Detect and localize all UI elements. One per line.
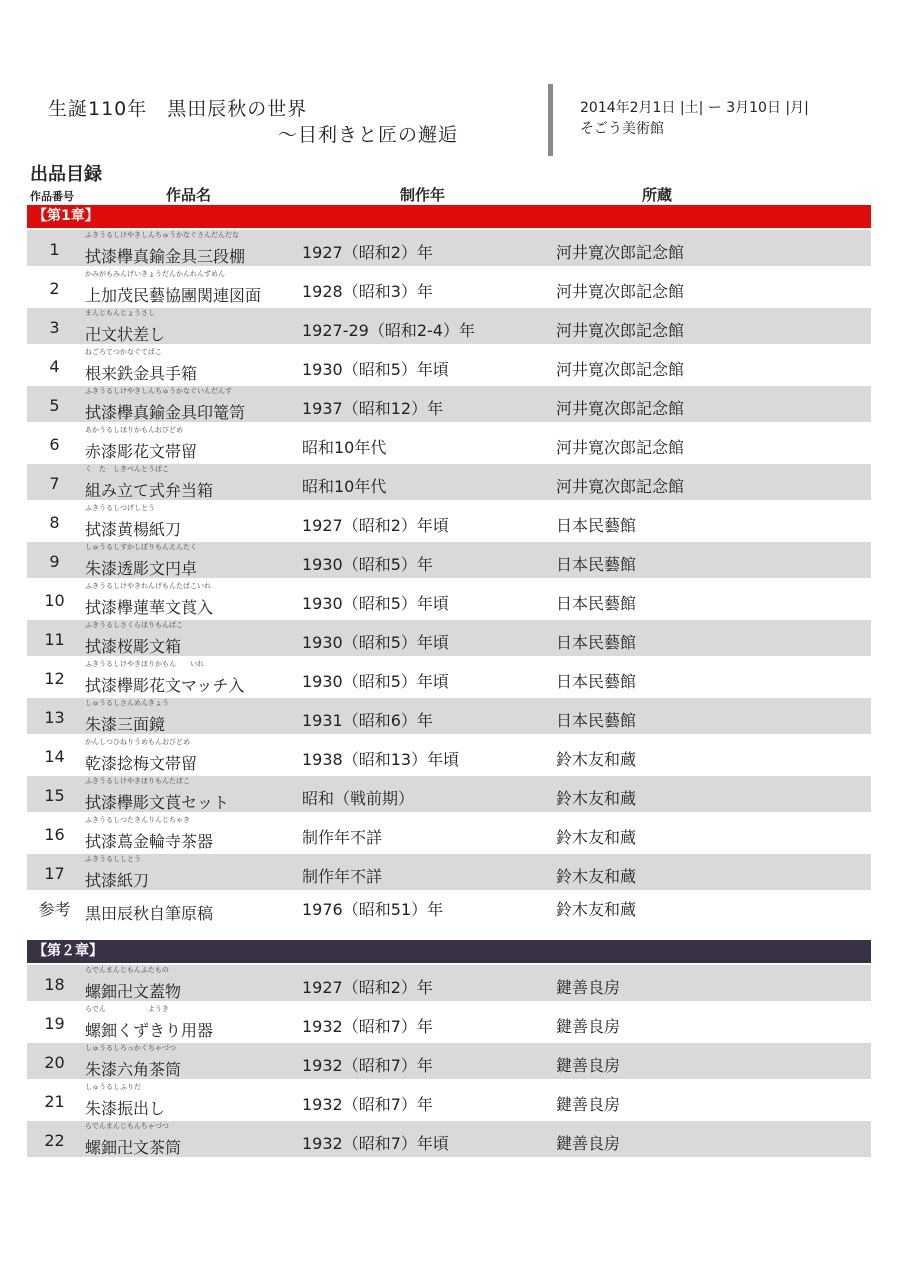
item-owner: 鍵善良房 — [556, 978, 621, 997]
item-year: 1932（昭和7）年 — [302, 1056, 433, 1075]
item-year: 1927-29（昭和2-4）年 — [302, 321, 475, 340]
item-number: 15 — [44, 786, 65, 805]
item-name: 拭漆欅真鍮金具印篭笥 — [85, 403, 246, 422]
column-header-number: 作品番号 — [30, 190, 74, 203]
table-row — [27, 386, 871, 422]
item-number: 20 — [44, 1053, 65, 1072]
item-reading: く た しきべんとうばこ — [85, 465, 169, 473]
table-row — [27, 815, 871, 851]
column-header-owner: 所蔵 — [642, 186, 673, 204]
item-owner: 日本民藝館 — [556, 555, 637, 574]
item-year: 1932（昭和7）年 — [302, 1017, 433, 1036]
item-number: 11 — [44, 630, 65, 649]
item-year: 1928（昭和3）年 — [302, 282, 433, 301]
item-year: 制作年不詳 — [302, 867, 383, 886]
item-owner: 河井寛次郎記念館 — [556, 282, 685, 301]
item-number: 7 — [49, 474, 60, 493]
table-row — [27, 542, 871, 578]
item-owner: 鈴木友和蔵 — [556, 750, 637, 769]
table-row — [27, 1082, 871, 1118]
table-row — [27, 230, 871, 266]
item-name: 拭漆欅真鍮金具三段棚 — [85, 247, 246, 266]
column-header-name: 作品名 — [166, 186, 212, 204]
item-name: 拭漆蔦金輪寺茶器 — [85, 832, 214, 851]
table-row — [27, 503, 871, 539]
item-name: 赤漆彫花文帯留 — [85, 442, 198, 461]
table-row — [27, 1004, 871, 1040]
item-name: 拭漆欅彫文莨セット — [85, 793, 230, 812]
item-year: 1930（昭和5）年頃 — [302, 672, 449, 691]
header-divider — [548, 84, 553, 156]
item-number: 21 — [44, 1092, 65, 1111]
table-row — [27, 659, 871, 695]
exhibition-subtitle: ～目利きと匠の邂逅 — [278, 124, 459, 146]
item-name: 卍文状差し — [85, 325, 166, 344]
item-name: 螺鈿卍文蓋物 — [85, 982, 182, 1001]
chapter-1-bar: 【第1章】 — [27, 205, 871, 228]
item-number: 6 — [49, 435, 60, 454]
item-year: 1930（昭和5）年頃 — [302, 633, 449, 652]
item-year: 1927（昭和2）年 — [302, 978, 433, 997]
item-reading: しゅうるしろっかくちゃづつ — [85, 1044, 176, 1052]
item-owner: 鍵善良房 — [556, 1017, 621, 1036]
item-owner: 河井寛次郎記念館 — [556, 438, 685, 457]
item-number: 4 — [49, 357, 60, 376]
item-year: 昭和10年代 — [302, 477, 387, 496]
item-year: 1930（昭和5）年頃 — [302, 594, 449, 613]
item-reading: ふきうるしけやきほりかもん いれ — [85, 660, 204, 668]
item-reading: ふきうるしけやきほりもんたばこ — [85, 777, 190, 785]
chapter-2-bar: 【第２章】 — [27, 940, 871, 963]
item-reading: しゅうるしさんめんきょう — [85, 699, 169, 707]
item-name: 朱漆六角茶筒 — [85, 1060, 182, 1079]
item-year: 昭和10年代 — [302, 438, 387, 457]
item-name: 朱漆振出し — [85, 1099, 166, 1118]
item-reading: しゅうるしふりだ — [85, 1083, 141, 1091]
table-row — [27, 854, 871, 890]
item-year: 1927（昭和2）年頃 — [302, 516, 449, 535]
item-year: 1930（昭和5）年 — [302, 555, 433, 574]
exhibition-venue: そごう美術館 — [580, 121, 664, 137]
item-number: 16 — [44, 825, 65, 844]
item-owner: 日本民藝館 — [556, 516, 637, 535]
item-owner: 鈴木友和蔵 — [556, 900, 637, 919]
item-owner: 河井寛次郎記念館 — [556, 321, 685, 340]
item-number: 22 — [44, 1131, 65, 1150]
item-reading: ねごろてつかなぐてばこ — [85, 348, 162, 356]
item-reading: あかうるしほりかもんおびどめ — [85, 426, 183, 434]
item-reading: ふきうるししとう — [85, 855, 141, 863]
item-year: 1927（昭和2）年 — [302, 243, 433, 262]
item-name: 朱漆三面鏡 — [85, 715, 166, 734]
item-owner: 鍵善良房 — [556, 1056, 621, 1075]
item-owner: 鍵善良房 — [556, 1134, 621, 1153]
item-name: 乾漆捻梅文帯留 — [85, 754, 198, 773]
item-reading: ふきうるしけやきしんちゅうかなぐさんだんだな — [85, 231, 239, 239]
item-year: 1932（昭和7）年頃 — [302, 1134, 449, 1153]
item-year: 1930（昭和5）年頃 — [302, 360, 449, 379]
item-reading: ふきうるしつたきんりんじちゃき — [85, 816, 190, 824]
item-number: 17 — [44, 864, 65, 883]
item-reading: らでんまんじもんちゃづつ — [85, 1122, 169, 1130]
item-reading: しゅうるしすかしぼりもんえんたく — [85, 543, 197, 551]
table-row — [27, 887, 871, 923]
item-number: 3 — [49, 318, 60, 337]
item-owner: 河井寛次郎記念館 — [556, 360, 685, 379]
item-name: 拭漆欅蓮華文莨入 — [85, 598, 214, 617]
table-row — [27, 347, 871, 383]
item-number: 12 — [44, 669, 65, 688]
table-row — [27, 965, 871, 1001]
table-row — [27, 737, 871, 773]
item-year: 1931（昭和6）年 — [302, 711, 433, 730]
item-name: 拭漆桜彫文箱 — [85, 637, 182, 656]
table-row — [27, 776, 871, 812]
item-reading: ふきうるしけやきれんげもんたばこいれ — [85, 582, 211, 590]
item-owner: 日本民藝館 — [556, 711, 637, 730]
item-number: 18 — [44, 975, 65, 994]
item-owner: 鍵善良房 — [556, 1095, 621, 1114]
table-row — [27, 581, 871, 617]
item-owner: 日本民藝館 — [556, 594, 637, 613]
item-reading: ふきうるしけやきしんちゅうかなぐいんだんす — [85, 387, 232, 395]
item-number: 9 — [49, 552, 60, 571]
item-number: 1 — [49, 240, 60, 259]
item-reading: らでんまんじもんふたもの — [85, 966, 169, 974]
item-year: 1932（昭和7）年 — [302, 1095, 433, 1114]
table-row — [27, 1043, 871, 1079]
item-owner: 河井寛次郎記念館 — [556, 243, 685, 262]
table-row — [27, 620, 871, 656]
item-owner: 河井寛次郎記念館 — [556, 477, 685, 496]
item-name: 拭漆欅彫花文マッチ入 — [85, 676, 245, 695]
exhibition-dates: 2014年2月1日 |土| ー 3月10日 |月| — [580, 100, 809, 116]
item-reading: まんじもんじょうさし — [85, 309, 155, 317]
item-name: 螺鈿卍文茶筒 — [85, 1138, 182, 1157]
item-number: 8 — [49, 513, 60, 532]
item-number: 14 — [44, 747, 65, 766]
item-number: 2 — [49, 279, 60, 298]
item-name: 拭漆紙刀 — [85, 871, 150, 890]
item-number: 参考 — [38, 900, 71, 919]
item-name: 朱漆透彫文円卓 — [85, 559, 198, 578]
item-owner: 河井寛次郎記念館 — [556, 399, 685, 418]
item-owner: 鈴木友和蔵 — [556, 828, 637, 847]
item-year: 1976（昭和51）年 — [302, 900, 444, 919]
item-owner: 鈴木友和蔵 — [556, 789, 637, 808]
item-reading: ふきうるしさくらほりもんばこ — [85, 621, 183, 629]
exhibition-title: 生誕110年 黒田辰秋の世界 — [48, 98, 308, 120]
item-year: 制作年不詳 — [302, 828, 383, 847]
item-number: 10 — [44, 591, 65, 610]
table-row — [27, 464, 871, 500]
item-name: 黒田辰秋自筆原稿 — [85, 904, 214, 923]
list-title: 出品目録 — [30, 164, 102, 185]
item-owner: 日本民藝館 — [556, 672, 637, 691]
item-number: 19 — [44, 1014, 65, 1033]
item-year: 昭和（戦前期） — [302, 789, 415, 808]
item-owner: 鈴木友和蔵 — [556, 867, 637, 886]
item-name: 根来鉄金具手箱 — [85, 364, 198, 383]
item-year: 1937（昭和12）年 — [302, 399, 444, 418]
item-name: 上加茂民藝協團関連図面 — [85, 286, 262, 305]
column-header-year: 制作年 — [400, 186, 446, 204]
item-owner: 日本民藝館 — [556, 633, 637, 652]
item-reading: ふきうるしつげしとう — [85, 504, 155, 512]
item-name: 組み立て式弁当箱 — [85, 481, 214, 500]
table-row — [27, 308, 871, 344]
table-row — [27, 1121, 871, 1157]
item-name: 拭漆黄楊紙刀 — [85, 520, 182, 539]
item-reading: かみがもみんげいきょうだんかんれんずめん — [85, 270, 225, 278]
item-number: 13 — [44, 708, 65, 727]
item-reading: らでん ようき — [85, 1005, 169, 1013]
table-row — [27, 425, 871, 461]
table-row — [27, 269, 871, 305]
item-number: 5 — [49, 396, 60, 415]
item-year: 1938（昭和13）年頃 — [302, 750, 460, 769]
item-reading: かんしつひねりうめもんおびどめ — [85, 738, 190, 746]
table-row — [27, 698, 871, 734]
item-name: 螺鈿くずきり用器 — [85, 1021, 214, 1040]
